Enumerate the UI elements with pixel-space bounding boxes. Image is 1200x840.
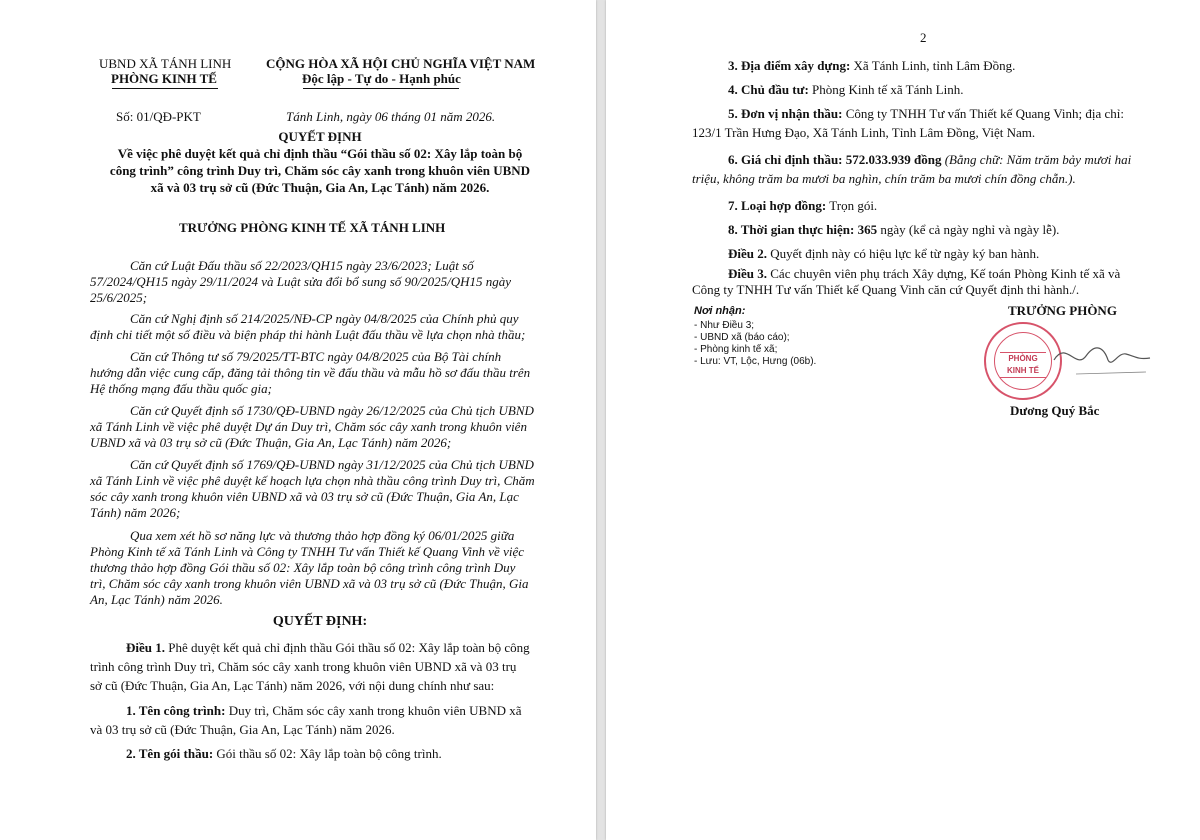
basis-4-line-3: UBND xã và 03 trụ sở cũ (Đức Thuận, Gia An, Lạc Tánh) năm 2026;: [90, 435, 452, 450]
org-name: UBND XÃ TÁNH LINH: [99, 56, 232, 71]
item-3: 3. Địa điểm xây dựng: Xã Tánh Linh, tỉnh Lâm Đồng.: [728, 58, 1016, 73]
stamp-text: PHÒNG KINH TẾ: [1000, 352, 1046, 378]
article-1-line-2: trình công trình Duy trì, Chăm sóc cây xanh trong khuôn viên UBND xã và 03 trụ: [90, 659, 517, 674]
basis-6-line-4: trì, Chăm sóc cây xanh trong khuôn viên UBND xã và 03 trụ sở cũ (Đức Thuận, Gia: [90, 576, 529, 591]
recipient-4: - Lưu: VT, Lộc, Hưng (06b).: [694, 356, 817, 367]
item-7: 7. Loại hợp đồng: Trọn gói.: [728, 198, 878, 213]
item-2: 2. Tên gói thầu: Gói thầu số 02: Xây lắp toàn bộ công trình.: [126, 746, 442, 761]
item-6-line-2: triệu, không trăm ba mươi ba nghìn, chín trăm ba mươi chín đồng chẵn.).: [692, 171, 1076, 186]
item-5-line-2: 123/1 Trần Hưng Đạo, Xã Tánh Linh, Tỉnh Lâm Đồng, Việt Nam.: [692, 125, 1036, 140]
item-4: 4. Chủ đầu tư: Phòng Kinh tế xã Tánh Linh.: [728, 82, 964, 97]
authority-heading: TRƯỞNG PHÒNG KINH TẾ XÃ TÁNH LINH: [179, 220, 446, 235]
item-5-line-1: 5. Đơn vị nhận thầu: Công ty TNHH Tư vấn Thiết kế Quang Vinh; địa chỉ:: [728, 106, 1125, 121]
article-2: Điều 2. Quyết định này có hiệu lực kể từ ngày ký ban hành.: [728, 246, 1040, 261]
basis-1-line-3: 25/6/2025;: [90, 290, 148, 305]
basis-5-line-1: Căn cứ Quyết định số 1769/QĐ-UBND ngày 31/12/2025 của Chủ tịch UBND: [130, 457, 534, 472]
basis-5-line-4: Tánh) năm 2026;: [90, 505, 181, 520]
recipients-title: Nơi nhận:: [694, 305, 746, 317]
basis-6-line-5: An, Lạc Tánh) năm 2026.: [90, 592, 223, 607]
signer-title: TRƯỞNG PHÒNG: [1008, 303, 1117, 318]
document-page-1: [0, 0, 596, 840]
basis-1-line-2: 57/2024/QH15 ngày 29/11/2024 và Luật sửa đổi bổ sung số 90/2025/QH15 ngày: [90, 274, 512, 289]
article-1-line-3: sở cũ (Đức Thuận, Gia An, Lạc Tánh) năm 2026, với nội dung chính như sau:: [90, 678, 495, 693]
item-1-line-2: và 03 trụ sở cũ (Đức Thuận, Gia An, Lạc Tánh) năm 2026.: [90, 722, 395, 737]
basis-2-line-1: Căn cứ Nghị định số 214/2025/NĐ-CP ngày 04/8/2025 của Chính phủ quy: [130, 311, 519, 326]
basis-3-line-2: hướng dẫn việc cung cấp, đăng tải thông tin về đấu thầu và mẫu hồ sơ đấu thầu trên: [90, 365, 531, 380]
recipient-1: - Như Điều 3;: [694, 320, 755, 331]
item-8: 8. Thời gian thực hiện: 365 ngày (kể cả ngày nghỉ và ngày lễ).: [728, 222, 1060, 237]
subject-line-1: Về việc phê duyệt kết quả chỉ định thầu “Gói thầu số 02: Xây lắp toàn bộ: [117, 146, 523, 161]
basis-3-line-3: Hệ thống mạng đấu thầu quốc gia;: [90, 381, 272, 396]
basis-6-line-2: Phòng Kinh tế xã Tánh Linh và Công ty TNHH Tư vấn Thiết kế Quang Vinh về việc: [90, 544, 524, 559]
place-date: Tánh Linh, ngày 06 tháng 01 năm 2026.: [286, 109, 496, 124]
basis-6-line-3: thương thảo hợp đồng Gói thầu số 02: Xây lắp toàn bộ công trình công trình Duy: [90, 560, 516, 575]
subject-line-3: xã và 03 trụ sở cũ (Đức Thuận, Gia An, Lạc Tánh) năm 2026.: [150, 180, 490, 195]
article-3-line-2: Công ty TNHH Tư vấn Thiết kế Quang Vinh căn cứ Quyết định thi hành./.: [692, 282, 1080, 297]
page-number: 2: [920, 30, 927, 45]
signature-icon: [1046, 330, 1156, 380]
signer-name: Dương Quý Bắc: [1010, 403, 1100, 418]
basis-5-line-2: xã Tánh Linh về việc phê duyệt kế hoạch lựa chọn nhà thầu công trình Duy trì, Chăm: [90, 473, 535, 488]
basis-2-line-2: định chi tiết một số điều và biện pháp thi hành Luật đấu thầu về lựa chọn nhà thầu;: [90, 327, 526, 342]
decision-heading: QUYẾT ĐỊNH:: [272, 614, 368, 629]
nation-motto: Độc lập - Tự do - Hạnh phúc: [302, 71, 461, 86]
recipient-2: - UBND xã (báo cáo);: [694, 332, 790, 343]
article-1-line-1: Điều 1. Phê duyệt kết quả chỉ định thầu Gói thầu số 02: Xây lắp toàn bộ công: [126, 640, 530, 655]
motto-underline: [303, 88, 459, 89]
org-underline: [112, 88, 218, 89]
org-department: PHÒNG KINH TẾ: [111, 71, 217, 86]
basis-1-line-1: Căn cứ Luật Đấu thầu số 22/2023/QH15 ngày 23/6/2023; Luật số: [130, 258, 474, 273]
basis-6-line-1: Qua xem xét hồ sơ năng lực và thương thảo hợp đồng ký 06/01/2025 giữa: [130, 528, 515, 543]
document-number: Số: 01/QĐ-PKT: [116, 109, 201, 124]
nation-title: CỘNG HÒA XÃ HỘI CHỦ NGHĨA VIỆT NAM: [266, 56, 536, 71]
subject-line-2: công trình” công trình Duy trì, Chăm sóc cây xanh trong khuôn viên UBND: [109, 163, 531, 178]
basis-3-line-1: Căn cứ Thông tư số 79/2025/TT-BTC ngày 04/8/2025 của Bộ Tài chính: [130, 349, 502, 364]
recipient-3: - Phòng kinh tế xã;: [694, 344, 778, 355]
basis-4-line-2: xã Tánh Linh về việc phê duyệt Dự án Duy trì, Chăm sóc cây xanh trong khuôn viên: [90, 419, 527, 434]
basis-5-line-3: sóc cây xanh trong khuôn viên UBND xã và 03 trụ sở cũ (Đức Thuận, Gia An, Lạc: [90, 489, 519, 504]
document-page-2: [606, 0, 1200, 840]
basis-4-line-1: Căn cứ Quyết định số 1730/QĐ-UBND ngày 26/12/2025 của Chủ tịch UBND: [130, 403, 534, 418]
document-title: QUYẾT ĐỊNH: [278, 129, 362, 144]
article-3-line-1: Điều 3. Các chuyên viên phụ trách Xây dựng, Kế toán Phòng Kinh tế xã và: [728, 266, 1121, 281]
item-6-line-1: 6. Giá chỉ định thầu: 572.033.939 đồng (Bằng chữ: Năm trăm bảy mươi hai: [728, 152, 1132, 167]
item-1-line-1: 1. Tên công trình: Duy trì, Chăm sóc cây xanh trong khuôn viên UBND xã: [126, 703, 522, 718]
